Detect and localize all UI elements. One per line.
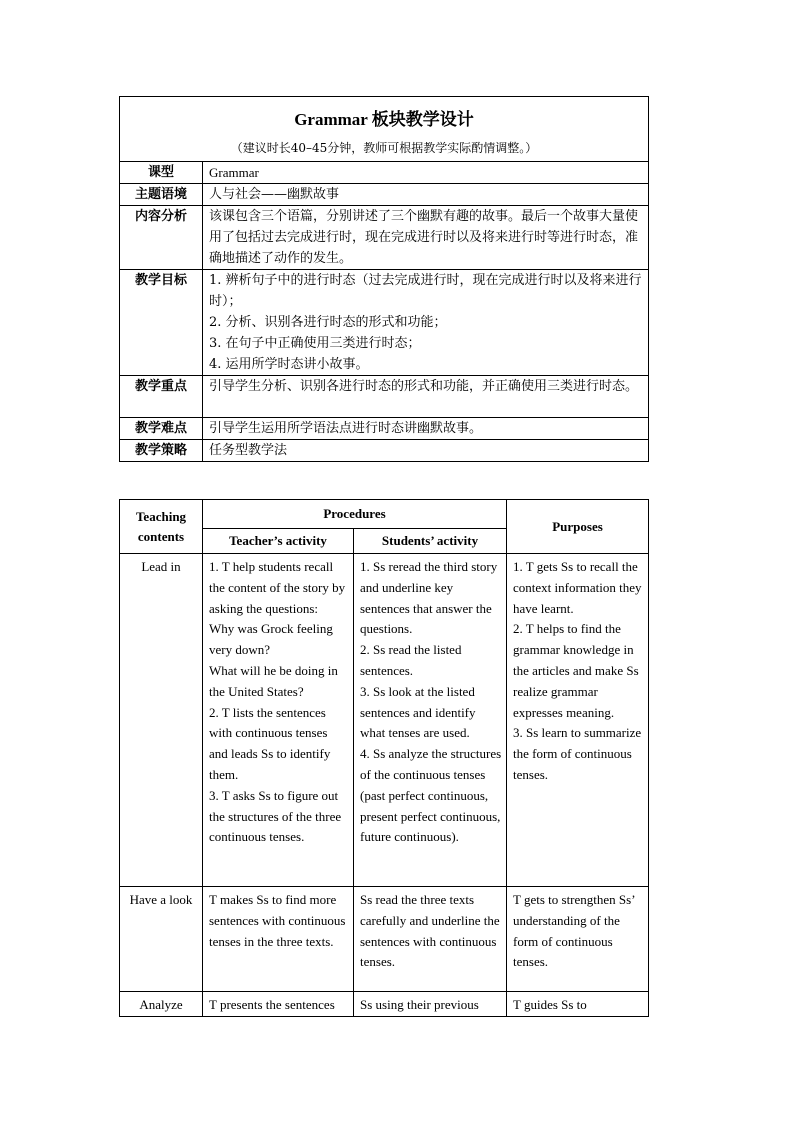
teacher-activity-cell: [203, 887, 354, 992]
students-activity-cell: [354, 992, 507, 1017]
header-teacher-activity: Teacher’s activity: [203, 529, 354, 554]
table-row: [120, 887, 649, 992]
header-teaching-contents: Teaching contents: [120, 500, 203, 554]
goal-item: 2. 分析、识别各进行时态的形式和功能；: [209, 315, 447, 330]
teacher-activity-cell: [203, 554, 354, 887]
stage-analyze: Analyze: [120, 992, 203, 1017]
procedure-table: [119, 499, 649, 1017]
purposes-cell: [507, 554, 649, 887]
activity-text: Ss read the three texts carefully and underline the sentences with continuous tenses.: [360, 892, 500, 970]
label-teaching-strategy: 教学策略: [120, 440, 203, 462]
label-key-points: 教学重点: [120, 376, 203, 418]
header-purposes: Purposes: [507, 500, 649, 554]
title-cell: [120, 97, 649, 162]
students-activity-cell: [354, 887, 507, 992]
purposes-cell: [507, 887, 649, 992]
activity-text: T presents the sentences: [209, 997, 335, 1012]
value-content-analysis: 该课包含三个语篇，分别讲述了三个幽默有趣的故事。最后一个故事大量使用了包括过去完成进行时，现在完成进行时以及将来进行时等进行时态，准确地描述了动作的发生。: [203, 206, 649, 270]
goal-item: 3. 在句子中正确使用三类进行时态；: [209, 336, 421, 351]
activity-text: 2. Ss read the listed sentences.: [360, 642, 462, 678]
stage-have-a-look: Have a look: [120, 887, 203, 992]
value-key-points: 引导学生分析、识别各进行时态的形式和功能，并正确使用三类进行时态。: [203, 376, 649, 418]
activity-text: 4. Ss analyze the structures of the continuous tenses (past perfect continuous, present perfect continuous, future continuous).: [360, 746, 502, 845]
value-teaching-goals: [203, 270, 649, 376]
header-students-activity: Students’ activity: [354, 529, 507, 554]
activity-text: T makes Ss to find more sentences with continuous tenses in the three texts.: [209, 892, 346, 949]
table-row: [120, 554, 649, 887]
table-row: [120, 992, 649, 1017]
value-lesson-type: Grammar: [203, 162, 649, 184]
value-theme-context: 人与社会——幽默故事: [203, 184, 649, 206]
purpose-text: T gets to strengthen Ss’ understanding of the form of continuous tenses.: [513, 892, 635, 970]
activity-text: 2. T lists the sentences with continuous tenses and leads Ss to identify them.: [209, 704, 331, 782]
value-teaching-strategy: 任务型教学法: [203, 440, 649, 462]
label-lesson-type: 课型: [120, 162, 203, 184]
activity-text: 3. T asks Ss to figure out the structures of the three continuous tenses.: [209, 787, 342, 845]
value-difficult-points: 引导学生运用所学语法点进行时态讲幽默故事。: [203, 418, 649, 440]
activity-text: Why was Grock feeling very down?: [209, 621, 333, 658]
header-procedures: Procedures: [203, 500, 507, 529]
purpose-text: 2. T helps to find the grammar knowledge in the articles and make Ss realize grammar expresses meaning.: [513, 621, 639, 720]
purposes-cell: [507, 992, 649, 1017]
stage-lead-in: Lead in: [120, 554, 203, 887]
label-difficult-points: 教学难点: [120, 418, 203, 440]
lesson-design-table: [119, 96, 649, 462]
label-teaching-goals: 教学目标: [120, 270, 203, 376]
goal-item: 1. 辨析句子中的进行时态（过去完成进行时，现在完成进行时以及将来进行时）；: [209, 273, 642, 309]
purpose-text: T guides Ss to: [513, 997, 587, 1012]
activity-text: Ss using their previous: [360, 997, 479, 1012]
label-theme-context: 主题语境: [120, 184, 203, 206]
goal-item: 4. 运用所学时态讲小故事。: [209, 357, 369, 372]
document-title: Grammar 板块教学设计: [294, 110, 474, 129]
teacher-activity-cell: [203, 992, 354, 1017]
activity-text: 1. T help students recall the content of the story by asking the questions:: [209, 559, 346, 616]
activity-text: 1. Ss reread the third story and underline key sentences that answer the questions.: [360, 559, 498, 637]
duration-note: （建议时长40–45分钟，教师可根据教学实际酌情调整。）: [230, 141, 538, 155]
label-content-analysis: 内容分析: [120, 206, 203, 270]
activity-text: 3. Ss look at the listed sentences and identify what tenses are used.: [360, 683, 476, 741]
purpose-text: 3. Ss learn to summarize the form of continuous tenses.: [513, 725, 642, 782]
students-activity-cell: [354, 554, 507, 887]
activity-text: What will he be doing in the United States?: [209, 662, 338, 699]
purpose-text: 1. T gets Ss to recall the context information they have learnt.: [513, 559, 642, 616]
